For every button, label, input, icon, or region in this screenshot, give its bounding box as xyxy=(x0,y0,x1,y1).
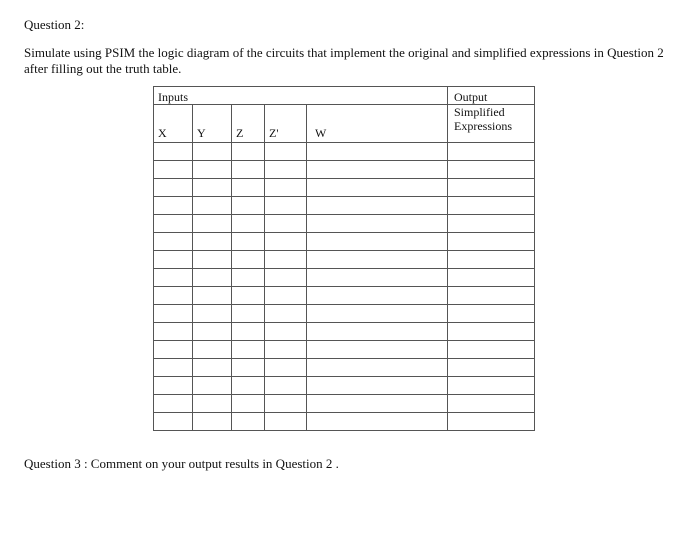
table-cell-w[interactable] xyxy=(307,377,448,395)
column-label-z: Z xyxy=(232,105,265,143)
table-cell-y[interactable] xyxy=(193,233,232,251)
table-row xyxy=(154,305,535,323)
table-row xyxy=(154,233,535,251)
table-cell-simplified-expression[interactable] xyxy=(448,341,535,359)
table-column-label-row xyxy=(154,105,535,143)
table-cell-x[interactable] xyxy=(154,233,193,251)
table-cell-y[interactable] xyxy=(193,305,232,323)
table-cell-w[interactable] xyxy=(307,359,448,377)
column-label-y: Y xyxy=(193,105,232,143)
simplified-label-line-1: Simplified xyxy=(454,105,505,119)
table-cell-y[interactable] xyxy=(193,269,232,287)
table-cell-simplified-expression[interactable] xyxy=(448,161,535,179)
table-row xyxy=(154,197,535,215)
table-cell-z[interactable] xyxy=(232,143,265,161)
table-cell-w[interactable] xyxy=(307,269,448,287)
table-row xyxy=(154,395,535,413)
table-cell-z-prime[interactable] xyxy=(265,413,307,431)
table-cell-w[interactable] xyxy=(307,287,448,305)
table-cell-z[interactable] xyxy=(232,341,265,359)
table-cell-x[interactable] xyxy=(154,287,193,305)
table-cell-z-prime[interactable] xyxy=(265,197,307,215)
truth-table xyxy=(153,86,535,431)
inputs-header: Inputs xyxy=(154,87,448,105)
table-cell-y[interactable] xyxy=(193,179,232,197)
table-cell-z-prime[interactable] xyxy=(265,251,307,269)
table-cell-z-prime[interactable] xyxy=(265,305,307,323)
column-label-w: W xyxy=(307,105,448,143)
table-cell-z-prime[interactable] xyxy=(265,233,307,251)
table-cell-z[interactable] xyxy=(232,161,265,179)
table-cell-w[interactable] xyxy=(307,233,448,251)
table-row xyxy=(154,359,535,377)
table-cell-simplified-expression[interactable] xyxy=(448,215,535,233)
table-cell-x[interactable] xyxy=(154,323,193,341)
table-cell-simplified-expression[interactable] xyxy=(448,395,535,413)
table-cell-z[interactable] xyxy=(232,251,265,269)
table-cell-z-prime[interactable] xyxy=(265,359,307,377)
table-cell-x[interactable] xyxy=(154,197,193,215)
output-header: Output xyxy=(448,87,535,105)
table-cell-simplified-expression[interactable] xyxy=(448,287,535,305)
table-cell-y[interactable] xyxy=(193,197,232,215)
table-row xyxy=(154,323,535,341)
table-cell-simplified-expression[interactable] xyxy=(448,143,535,161)
table-cell-x[interactable] xyxy=(154,161,193,179)
table-cell-y[interactable] xyxy=(193,341,232,359)
table-cell-z-prime[interactable] xyxy=(265,161,307,179)
table-cell-simplified-expression[interactable] xyxy=(448,233,535,251)
table-cell-x[interactable] xyxy=(154,215,193,233)
table-cell-simplified-expression[interactable] xyxy=(448,377,535,395)
table-cell-simplified-expression[interactable] xyxy=(448,197,535,215)
table-row xyxy=(154,161,535,179)
table-row xyxy=(154,251,535,269)
table-row xyxy=(154,269,535,287)
table-row xyxy=(154,143,535,161)
table-row xyxy=(154,341,535,359)
table-cell-simplified-expression[interactable] xyxy=(448,323,535,341)
question-3-text: Question 3 : Comment on your output results in Question 2 . xyxy=(24,456,339,471)
table-cell-z-prime[interactable] xyxy=(265,287,307,305)
table-cell-z-prime[interactable] xyxy=(265,179,307,197)
table-cell-x[interactable] xyxy=(154,251,193,269)
table-row xyxy=(154,179,535,197)
table-cell-x[interactable] xyxy=(154,341,193,359)
table-cell-z-prime[interactable] xyxy=(265,269,307,287)
table-cell-y[interactable] xyxy=(193,359,232,377)
table-cell-simplified-expression[interactable] xyxy=(448,413,535,431)
table-cell-z-prime[interactable] xyxy=(265,143,307,161)
table-cell-y[interactable] xyxy=(193,413,232,431)
table-cell-simplified-expression[interactable] xyxy=(448,359,535,377)
table-cell-y[interactable] xyxy=(193,251,232,269)
table-cell-w[interactable] xyxy=(307,413,448,431)
column-label-x: X xyxy=(154,105,193,143)
table-cell-x[interactable] xyxy=(154,377,193,395)
table-cell-x[interactable] xyxy=(154,395,193,413)
table-cell-z[interactable] xyxy=(232,323,265,341)
table-cell-w[interactable] xyxy=(307,161,448,179)
table-cell-z-prime[interactable] xyxy=(265,323,307,341)
table-cell-z[interactable] xyxy=(232,413,265,431)
column-label-simplified-expressions xyxy=(448,105,535,143)
table-cell-z-prime[interactable] xyxy=(265,395,307,413)
table-cell-w[interactable] xyxy=(307,215,448,233)
table-cell-z[interactable] xyxy=(232,233,265,251)
table-cell-simplified-expression[interactable] xyxy=(448,305,535,323)
table-cell-y[interactable] xyxy=(193,377,232,395)
table-cell-w[interactable] xyxy=(307,197,448,215)
table-cell-w[interactable] xyxy=(307,143,448,161)
table-cell-z[interactable] xyxy=(232,179,265,197)
table-row xyxy=(154,413,535,431)
column-label-z-prime: Z' xyxy=(265,105,307,143)
table-cell-w[interactable] xyxy=(307,305,448,323)
table-cell-x[interactable] xyxy=(154,413,193,431)
table-cell-z-prime[interactable] xyxy=(265,377,307,395)
table-cell-x[interactable] xyxy=(154,305,193,323)
table-cell-x[interactable] xyxy=(154,359,193,377)
table-cell-w[interactable] xyxy=(307,323,448,341)
table-cell-x[interactable] xyxy=(154,143,193,161)
table-row xyxy=(154,377,535,395)
table-cell-y[interactable] xyxy=(193,395,232,413)
table-cell-w[interactable] xyxy=(307,251,448,269)
table-cell-z[interactable] xyxy=(232,197,265,215)
table-cell-z-prime[interactable] xyxy=(265,215,307,233)
question-2-instructions: Simulate using PSIM the logic diagram of the circuits that implement the original and simplified expressions in Question 2 after filling out the truth table. xyxy=(24,45,664,76)
table-cell-z[interactable] xyxy=(232,377,265,395)
table-cell-simplified-expression[interactable] xyxy=(448,179,535,197)
table-cell-z-prime[interactable] xyxy=(265,341,307,359)
table-cell-simplified-expression[interactable] xyxy=(448,269,535,287)
table-cell-z[interactable] xyxy=(232,287,265,305)
table-cell-y[interactable] xyxy=(193,161,232,179)
table-cell-x[interactable] xyxy=(154,179,193,197)
table-cell-y[interactable] xyxy=(193,215,232,233)
question-2-heading: Question 2: xyxy=(24,17,85,32)
simplified-label-line-2: Expressions xyxy=(454,119,512,133)
table-cell-z[interactable] xyxy=(232,305,265,323)
table-cell-z[interactable] xyxy=(232,269,265,287)
table-cell-w[interactable] xyxy=(307,395,448,413)
table-cell-w[interactable] xyxy=(307,179,448,197)
table-cell-y[interactable] xyxy=(193,143,232,161)
table-cell-w[interactable] xyxy=(307,341,448,359)
table-row xyxy=(154,287,535,305)
table-cell-z[interactable] xyxy=(232,359,265,377)
table-cell-z[interactable] xyxy=(232,395,265,413)
table-cell-y[interactable] xyxy=(193,323,232,341)
table-header-row xyxy=(154,87,535,105)
table-cell-simplified-expression[interactable] xyxy=(448,251,535,269)
table-row xyxy=(154,215,535,233)
table-cell-z[interactable] xyxy=(232,215,265,233)
table-cell-y[interactable] xyxy=(193,287,232,305)
table-cell-x[interactable] xyxy=(154,269,193,287)
